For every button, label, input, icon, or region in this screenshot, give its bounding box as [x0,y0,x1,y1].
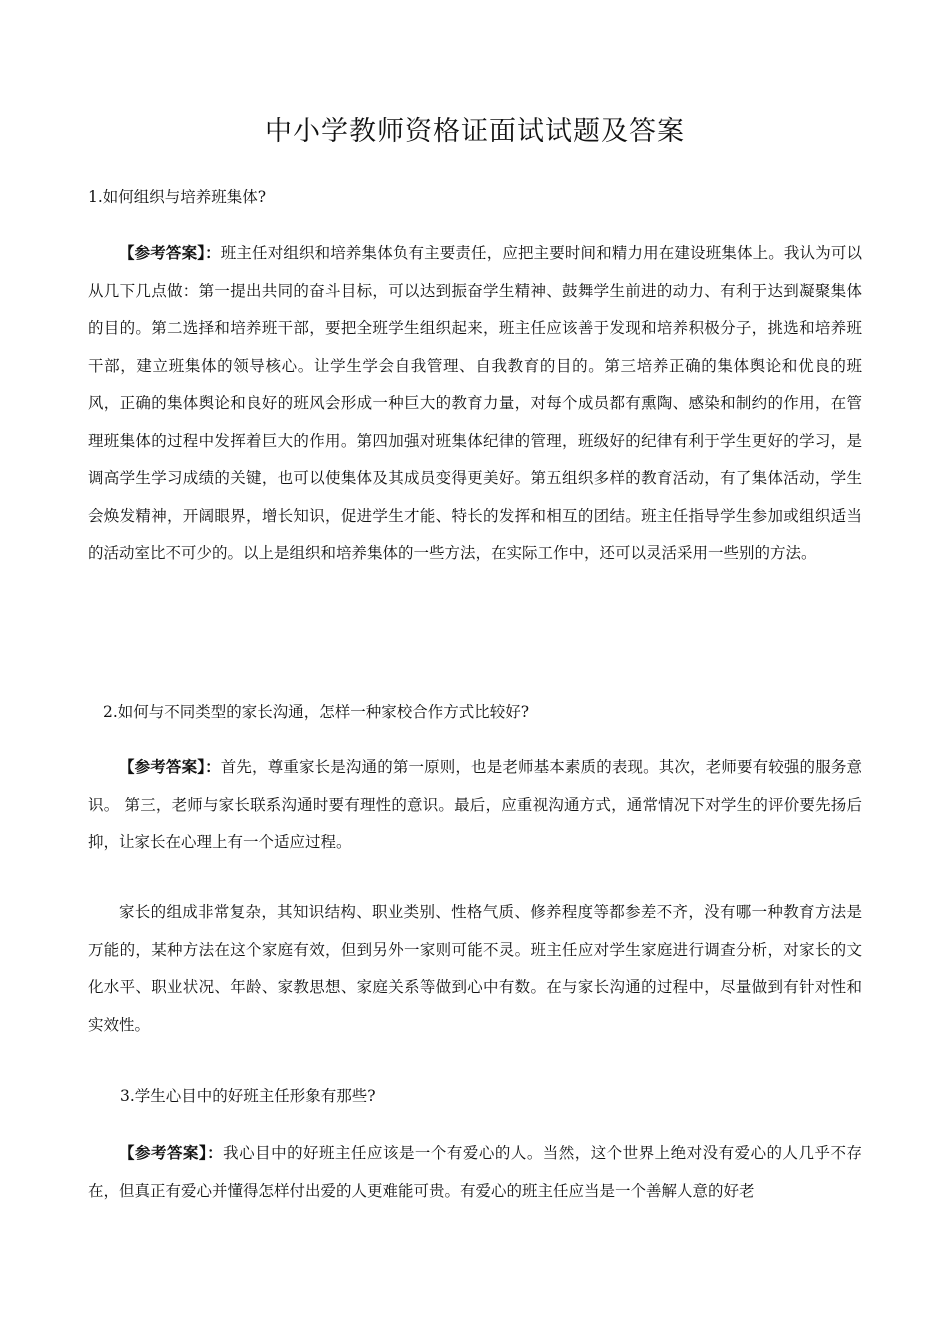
answer-colon: ： [205,757,221,776]
answer-2-paragraph: 家长的组成非常复杂，其知识结构、职业类别、性格气质、修养程度等都参差不齐，没有哪一种教育方法是万能的，某种方法在这个家庭有效，但到另外一家则可能不灵。班主任应对学生家庭进行调查分析，对家长的文化水平、职业状况、年龄、家教思想、家庭关系等做到心中有数。在与家长沟通的过程中，尽量做到有针对性和实效性。 [88,903,862,1034]
answer-3 [88,1134,862,1210]
answer-colon: ： [205,243,221,262]
answer-tag: 【参考答案】 [119,1143,208,1162]
answer-colon: ： [207,1143,224,1162]
answer-2 [88,748,862,862]
answer-1 [88,234,862,573]
answer-tag: 【参考答案】 [119,243,206,262]
page-title: 中小学教师资格证面试试题及答案 [265,116,685,147]
question-1: 1.如何组织与培养班集体? [88,188,267,206]
answer-tag: 【参考答案】 [119,757,206,776]
answer-2-text: 首先，尊重家长是沟通的第一原则，也是老师基本素质的表现。其次，老师要有较强的服务意识。 第三，老师与家长联系沟通时要有理性的意识。最后，应重视沟通方式，通常情况下对学生的评价要先扬后抑，让家长在心理上有一个适应过程。 [88,758,862,851]
answer-3-text: 我心目中的好班主任应该是一个有爱心的人。当然，这个世界上绝对没有爱心的人几乎不存在，但真正有爱心并懂得怎样付出爱的人更难能可贵。有爱心的班主任应当是一个善解人意的好老 [88,1144,862,1200]
question-2: 2.如何与不同类型的家长沟通，怎样一种家校合作方式比较好? [103,703,530,721]
answer-1-text: 班主任对组织和培养集体负有主要责任，应把主要时间和精力用在建设班集体上。我认为可以从几下几点做：第一提出共同的奋斗目标，可以达到振奋学生精神、鼓舞学生前进的动力、有利于达到凝聚集体的目的。第二选择和培养班干部，要把全班学生组织起来，班主任应该善于发现和培养积极分子，挑选和培养班干部，建立班集体的领导核心。让学生学会自我管理、自我教育的目的。第三培养正确的集体舆论和优良的班风，正确的集体舆论和良好的班风会形成一种巨大的教育力量，对每个成员都有熏陶、感染和制约的作用，在管理班集体的过程中发挥着巨大的作用。第四加强对班集体纪律的管理，班级好的纪律有利于学生更好的学习，是调高学生学习成绩的关键，也可以使集体及其成员变得更美好。第五组织多样的教育活动，有了集体活动，学生会焕发精神，开阔眼界，增长知识，促进学生才能、特长的发挥和相互的团结。班主任指导学生参加或组织适当的活动室比不可少的。以上是组织和培养集体的一些方法，在实际工作中，还可以灵活采用一些别的方法。 [88,244,862,562]
question-3: 3.学生心目中的好班主任形象有那些? [120,1087,376,1105]
